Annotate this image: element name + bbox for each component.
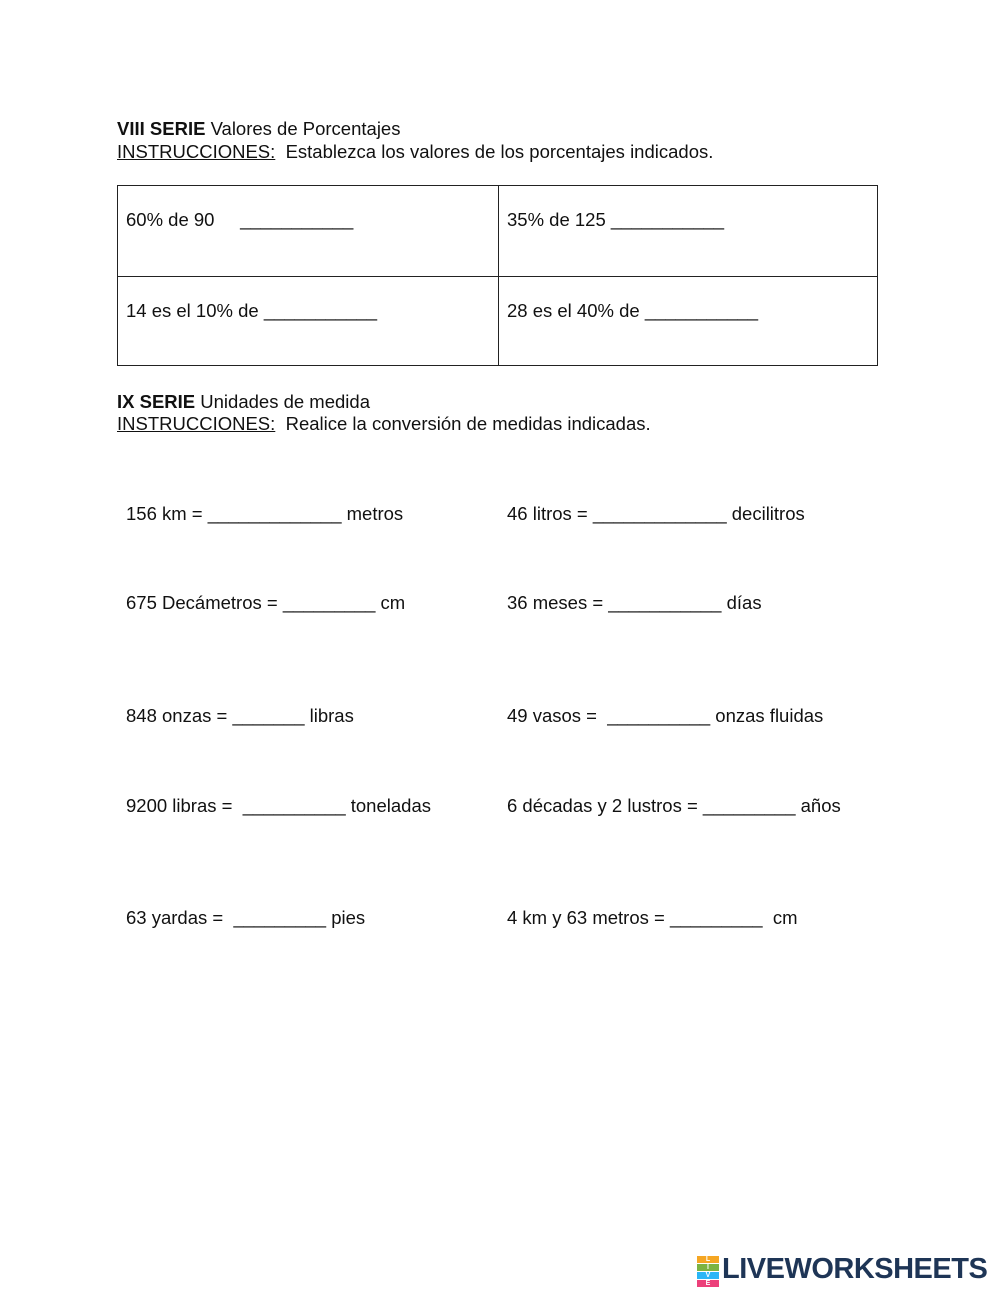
section8-instructions <box>117 141 713 163</box>
table-cell[interactable]: 28 es el 40% de ___________ <box>507 300 758 321</box>
section9-title-bold: IX SERIE <box>117 391 196 412</box>
section8-instructions-label: INSTRUCCIONES: <box>117 141 276 162</box>
conversion-item[interactable]: 49 vasos = __________ onzas fluidas <box>507 705 824 726</box>
conversion-item[interactable]: 9200 libras = __________ toneladas <box>126 795 431 816</box>
conversion-item[interactable]: 848 onzas = _______ libras <box>126 705 354 726</box>
logo-letter: L <box>697 1256 719 1263</box>
conversion-item[interactable]: 63 yardas = _________ pies <box>126 907 366 928</box>
section9-instructions-text: Realice la conversión de medidas indicadas. <box>285 413 651 434</box>
table-cell[interactable]: 60% de 90 ___________ <box>126 209 354 230</box>
section9-title-rest: Unidades de medida <box>200 391 370 412</box>
conversion-item[interactable]: 4 km y 63 metros = _________ cm <box>507 907 798 928</box>
logo-text: LIVEWORKSHEETS <box>722 1252 988 1285</box>
section9-title <box>117 391 370 413</box>
logo-letter: I <box>697 1264 719 1271</box>
table-cell[interactable]: 35% de 125 ___________ <box>507 209 725 230</box>
section8-title-rest: Valores de Porcentajes <box>210 118 401 139</box>
conversion-item[interactable]: 6 décadas y 2 lustros = _________ años <box>507 795 841 816</box>
logo-mark-icon <box>697 1255 719 1287</box>
section8-title <box>117 118 400 140</box>
logo-letter: E <box>697 1280 719 1287</box>
section8-instructions-text: Establezca los valores de los porcentajes indicados. <box>285 141 714 162</box>
liveworksheets-logo <box>697 1252 988 1287</box>
section9-instructions-label: INSTRUCCIONES: <box>117 413 276 434</box>
table-divider-horizontal <box>118 276 877 277</box>
conversion-item[interactable]: 46 litros = _____________ decilitros <box>507 503 805 524</box>
section8-title-bold: VIII SERIE <box>117 118 206 139</box>
table-cell[interactable]: 14 es el 10% de ___________ <box>126 300 377 321</box>
logo-letter: V <box>697 1272 719 1279</box>
section9-instructions <box>117 413 651 435</box>
conversion-item[interactable]: 156 km = _____________ metros <box>126 503 404 524</box>
conversion-item[interactable]: 675 Decámetros = _________ cm <box>126 592 406 613</box>
conversion-item[interactable]: 36 meses = ___________ días <box>507 592 762 613</box>
